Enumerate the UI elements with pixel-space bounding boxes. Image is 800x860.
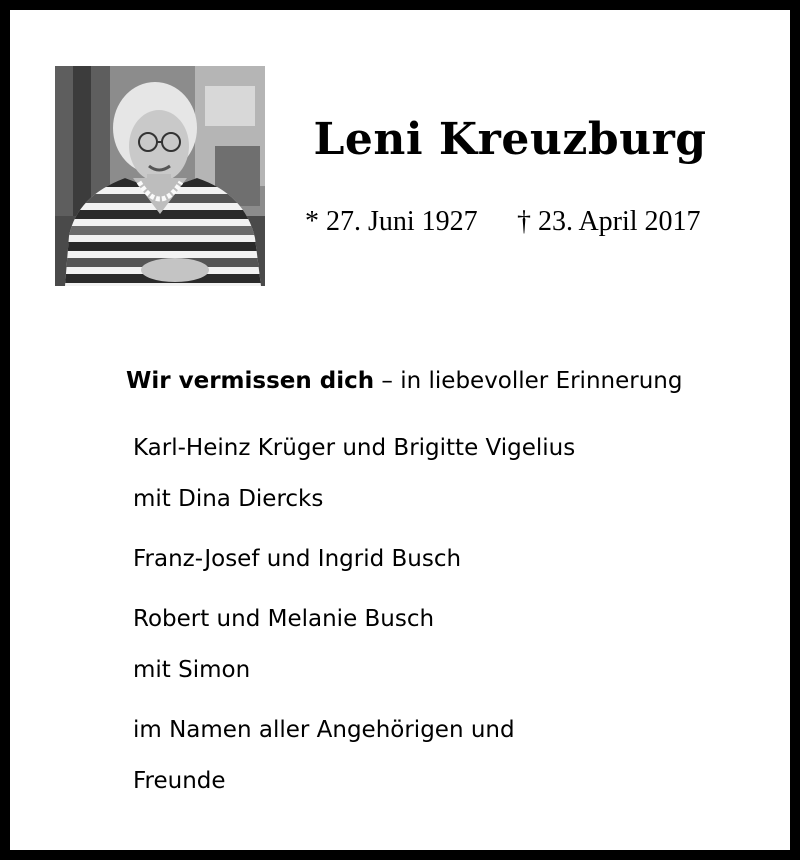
deceased-name: Leni Kreuzburg bbox=[313, 114, 707, 165]
mourner-line: Karl-Heinz Krüger und Brigitte Vigelius bbox=[133, 435, 576, 461]
memorial-heading-strong: Wir vermissen dich bbox=[126, 368, 375, 394]
mourner-line: mit Dina Diercks bbox=[133, 486, 324, 512]
birth-date: * 27. Juni 1927 bbox=[305, 206, 478, 237]
death-date: † 23. April 2017 bbox=[517, 206, 701, 237]
mourner-line: Freunde bbox=[133, 768, 226, 794]
memorial-heading bbox=[126, 366, 682, 396]
mourner-line: Robert und Melanie Busch bbox=[133, 606, 435, 632]
memorial-heading-rest: – in liebevoller Erinnerung bbox=[374, 368, 683, 394]
mourner-line: mit Simon bbox=[133, 657, 251, 683]
portrait-photo bbox=[55, 66, 265, 286]
mourner-line: im Namen aller Angehörigen und bbox=[133, 717, 515, 743]
mourner-line: Franz-Josef und Ingrid Busch bbox=[133, 546, 462, 572]
